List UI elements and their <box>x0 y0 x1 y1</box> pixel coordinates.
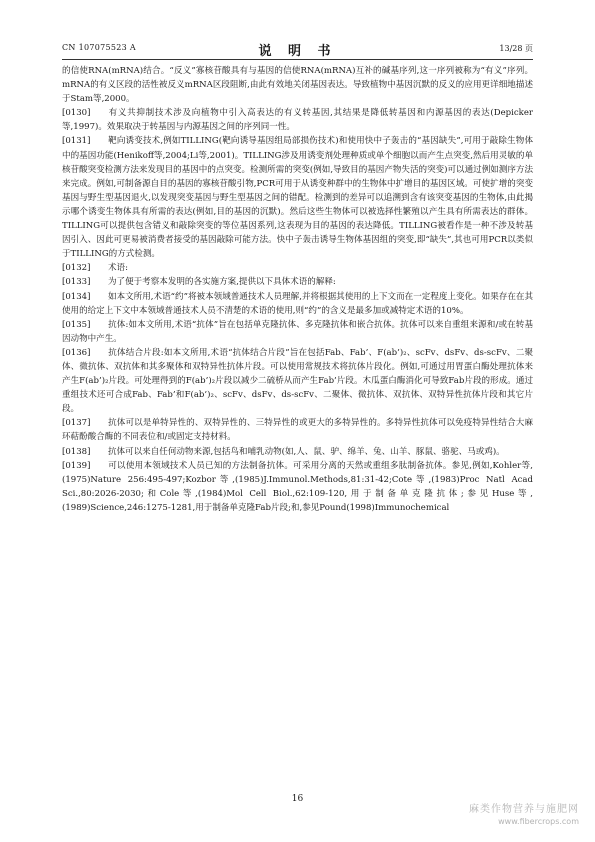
paragraph <box>62 64 533 106</box>
paragraph <box>62 275 533 289</box>
paragraph-number: [0134] <box>62 291 91 302</box>
site-watermark <box>469 804 579 828</box>
paragraph-text: 如本文所用,术语“约”将被本领域普通技术人员理解,并将根据其使用的上下文而在一定程度上变化。如果存在在其使用的给定上下文中本领域普通技术人员不清楚的术语的使用,则“约”的含义是最多加或减特定术语的10%。 <box>62 291 533 316</box>
paragraph-text: 抗体可以来自任何动物来源,包括鸟和哺乳动物(如,人、鼠、驴、绵羊、兔、山羊、豚鼠、骆驼、马或鸡)。 <box>108 446 505 457</box>
paragraph-text: 抗体结合片段:如本文所用,术语“抗体结合片段”旨在包括Fab、Fab’、F(ab’)₂、scFv、dsFv、ds-scFv、二聚体、微抗体、双抗体和其多聚体和双特异性抗体片段。可以使用常规技术将抗体片段化。例如,可通过用胃蛋白酶处理抗体来产生F(ab’)₂片段。可处理得到的F(ab’)₂片段以减少二硫桥从而产生Fab’片段。木瓜蛋白酶消化可导致Fab片段的形成。通过重组技术还可合成Fab、Fab’和F(ab’)₂、scFv、dsFv、ds-scFv、二聚体、微抗体、双抗体、双特异性抗体片段和其它片段。 <box>62 347 533 415</box>
paragraph-text: 为了便于考察本发明的各实施方案,提供以下具体术语的解释: <box>108 277 336 288</box>
paragraph <box>62 318 533 346</box>
paragraph-text: 靶向诱变技术,例如TILLING(靶向诱导基因组局部损伤技术)和使用快中子轰击的“基因缺失”,可用于敲除生物体中的基因功能(Henikoff等,2004;Li等,2001)。TILLING涉及用诱变剂处理种质或单个细胞以而产生点突变,然后用灵敏的单核苷酸突变检测方法来发现目的基因中的点突变。检测所需的突变(例如,导致目的基因产物失活的突变)可以通过例如测序方法来完成。例如,可制备源自目的基因的寡核苷酸引物,PCR可用于从诱变种群中的生物体中扩增目的基因区域。可使扩增的突变基因与野生型基因退火,以发现突变基因与野生型基因之间的错配。检测到的差异可以追溯到含有该突变基因的生物体,由此揭示哪个诱变生物体具有所需的表达(例如,目的基因的沉默)。然后这些生物体可以被选择性繁殖以产生具有所需表达的群体。TILLING可以提供包含错义和敲除突变的等位基因系列,这表现为目的基因的表达降低。TILLING被看作是一种不涉及转基因引入、因此可更易被消费者接受的基因敲除可能方法。快中子轰击诱导生物体基因组的突变,即“缺失”,其也可用PCR以类似于TILLING的方式检测。 <box>62 136 533 260</box>
paragraph-number: [0138] <box>62 446 91 457</box>
paragraph-text: 可以使用本领域技术人员已知的方法制备抗体。可采用分离的天然或重组多肽制备抗体。参见,例如,Kohler等,(1975)Nature 256:495-497;Kozbor等,(1985)J.Immunol.Methods,81:31-42;Cote等,(1983)Proc Natl Acad Sci.,80:2026-2030;和Cole等,(1984)Mol Cell Biol.,62:109-120,用于制备单克隆抗体;参见Huse等,(1989)Science,246:1275-1281,用于制备单克隆Fab片段;和,参见Pound(1998)Immunochemical <box>62 460 533 513</box>
paragraph <box>62 134 533 261</box>
paragraph-number: [0137] <box>62 418 91 429</box>
page-count: 13/28 页 <box>499 44 533 53</box>
document-id: CN 107075523 A <box>62 43 136 52</box>
paragraph <box>62 106 533 134</box>
watermark-url: www.fibercrops.com <box>498 817 579 826</box>
page-header <box>62 40 533 59</box>
paragraph-number: [0131] <box>62 136 91 147</box>
paragraph-text: 抗体:如本文所用,术语“抗体”旨在包括单克隆抗体、多克隆抗体和嵌合抗体。抗体可以来自重组来源和/或在转基因动物中产生。 <box>62 319 533 344</box>
header-rule <box>62 59 533 60</box>
paragraph-number: [0139] <box>62 460 91 471</box>
page-title: 说 明 书 <box>258 44 337 59</box>
paragraph <box>62 459 533 515</box>
paragraph-text: 有义共抑制技术涉及向植物中引入高表达的有义转基因,其结果是降低转基因和内源基因的表达(Depicker等,1997)。效果取决于转基因与内源基因之间的序列同一性。 <box>62 108 533 133</box>
paragraph <box>62 261 533 275</box>
paragraph <box>62 416 533 444</box>
paragraph-number: [0135] <box>62 319 91 330</box>
paragraph-number: [0133] <box>62 277 91 288</box>
paragraph <box>62 290 533 318</box>
page-number: 16 <box>291 794 304 804</box>
paragraph-number: [0130] <box>62 108 91 119</box>
watermark-title: 麻类作物营养与施肥网 <box>469 804 579 815</box>
document-body <box>62 64 533 515</box>
paragraph-text: 的信使RNA(mRNA)结合。“反义”寡核苷酸具有与基因的信使RNA(mRNA)互补的碱基序列,这一序列被称为“有义”序列。mRNA的有义区段的活性被反义mRNA区段阻断,由此有效地关闭基因表达。导致植物中基因沉默的反义的应用更详细地描述于Stam等,2000。 <box>62 66 533 105</box>
paragraph-text: 术语: <box>108 263 128 274</box>
paragraph <box>62 445 533 459</box>
paragraph-text: 抗体可以是单特异性的、双特异性的、三特异性的或更大的多特异性的。多特异性抗体可以免疫特异性结合大麻环萜酚酸合酶的不同表位和/或固定支持材料。 <box>62 418 533 443</box>
paragraph-number: [0136] <box>62 347 91 358</box>
paragraph-number: [0132] <box>62 263 91 274</box>
paragraph <box>62 346 533 416</box>
